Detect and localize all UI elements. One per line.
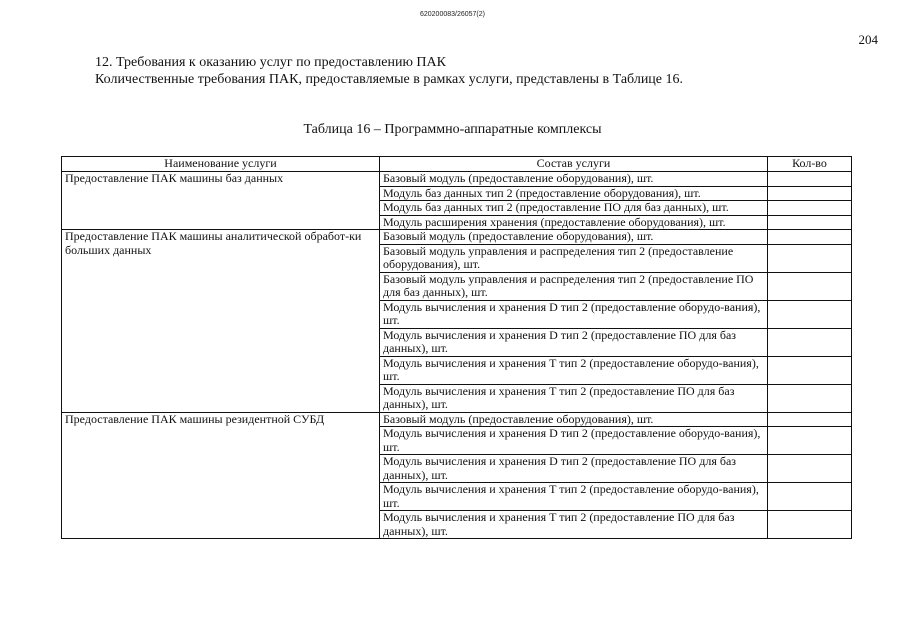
service-item-cell: Базовый модуль (предоставление оборудования), шт. [380,172,768,187]
column-header-service: Наименование услуги [62,157,380,172]
section-intro: Количественные требования ПАК, предоставляемые в рамках услуги, представлены в Таблице 16. [95,72,684,87]
quantity-cell [768,230,852,245]
quantity-cell [768,272,852,300]
quantity-cell [768,384,852,412]
service-name-cell: Предоставление ПАК машины аналитической обработ-ки больших данных [62,230,380,413]
service-item-cell: Модуль вычисления и хранения T тип 2 (предоставление оборудо-вания), шт. [380,483,768,511]
quantity-cell [768,412,852,427]
table-row [62,230,852,245]
service-item-cell: Базовый модуль управления и распределения тип 2 (предоставление ПО для баз данных), шт. [380,272,768,300]
service-item-cell: Модуль вычисления и хранения D тип 2 (предоставление оборудо-вания), шт. [380,300,768,328]
quantity-cell [768,455,852,483]
service-item-cell: Модуль вычисления и хранения T тип 2 (предоставление ПО для баз данных), шт. [380,511,768,539]
service-item-cell: Модуль баз данных тип 2 (предоставление оборудования), шт. [380,186,768,201]
table-row [62,412,852,427]
table-row [62,172,852,187]
section-heading: 12. Требования к оказанию услуг по предоставлению ПАК [95,55,446,70]
service-item-cell: Модуль вычисления и хранения T тип 2 (предоставление оборудо-вания), шт. [380,356,768,384]
service-name-cell: Предоставление ПАК машины баз данных [62,172,380,230]
service-item-cell: Модуль вычисления и хранения D тип 2 (предоставление ПО для баз данных), шт. [380,328,768,356]
service-item-cell: Базовый модуль управления и распределения тип 2 (предоставление оборудования), шт. [380,244,768,272]
table-header-row [62,157,852,172]
table-body [62,172,852,539]
services-table [61,156,852,539]
column-header-quantity: Кол-во [768,157,852,172]
quantity-cell [768,300,852,328]
quantity-cell [768,356,852,384]
quantity-cell [768,427,852,455]
service-item-cell: Модуль баз данных тип 2 (предоставление ПО для баз данных), шт. [380,201,768,216]
service-item-cell: Модуль вычисления и хранения T тип 2 (предоставление ПО для баз данных), шт. [380,384,768,412]
service-name-cell: Предоставление ПАК машины резидентной СУБД [62,412,380,539]
service-item-cell: Базовый модуль (предоставление оборудования), шт. [380,412,768,427]
page-number: 204 [858,32,878,47]
quantity-cell [768,172,852,187]
quantity-cell [768,186,852,201]
service-item-cell: Модуль вычисления и хранения D тип 2 (предоставление ПО для баз данных), шт. [380,455,768,483]
table-caption: Таблица 16 – Программно-аппаратные комплексы [303,122,602,137]
service-item-cell: Базовый модуль (предоставление оборудования), шт. [380,230,768,245]
service-item-cell: Модуль вычисления и хранения D тип 2 (предоставление оборудо-вания), шт. [380,427,768,455]
quantity-cell [768,215,852,230]
quantity-cell [768,328,852,356]
quantity-cell [768,483,852,511]
service-item-cell: Модуль расширения хранения (предоставление оборудования), шт. [380,215,768,230]
quantity-cell [768,244,852,272]
quantity-cell [768,511,852,539]
column-header-composition: Состав услуги [380,157,768,172]
document-id: 620200083/26057(2) [419,11,485,18]
quantity-cell [768,201,852,216]
